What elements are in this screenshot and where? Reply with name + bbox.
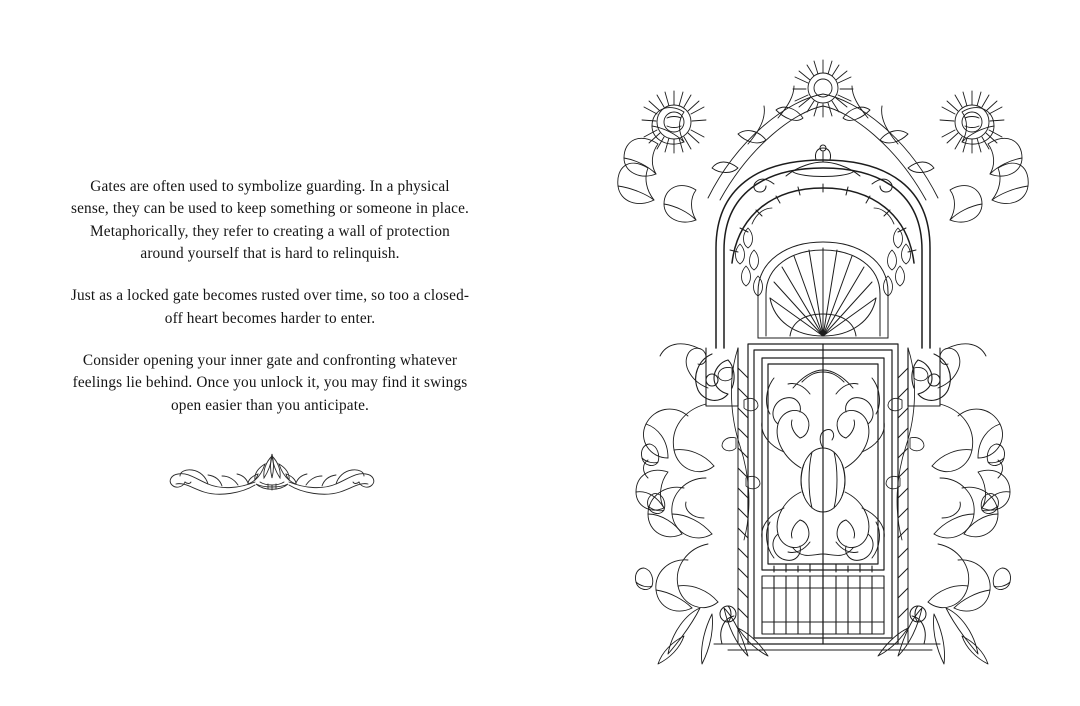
sunflower-top-left (642, 91, 706, 153)
body-text-block (70, 176, 470, 417)
paragraph-2: Just as a locked gate becomes rusted over time, so too a closed-off heart becomes harder to enter. (70, 287, 470, 327)
left-scroll (170, 470, 255, 494)
floral-flourish-ornament (160, 440, 384, 502)
trumpet-flower-left (636, 460, 668, 510)
blossom-cluster-left (736, 208, 773, 296)
blossom-cluster-right (874, 208, 911, 296)
sunflower-top-right (940, 91, 1004, 153)
ornate-garden-gate-illustration (588, 48, 1058, 668)
paragraph-3: Consider opening your inner gate and confronting whatever feelings lie behind. Once you unlock it, you may find it swings open easier than you anticipate. (72, 351, 468, 414)
right-page (540, 0, 1080, 706)
sunflower-top-center (793, 60, 853, 117)
paragraph-1: Gates are often used to symbolize guarding. In a physical sense, they can be used to keep something or someone in place. Metaphorically, they refer to creating a wall of protection around yourself that is hard to relinquish. (71, 178, 469, 262)
trumpet-flower-right (978, 460, 1010, 510)
right-scroll (289, 470, 374, 494)
gate-fan-tympanum (758, 242, 888, 344)
